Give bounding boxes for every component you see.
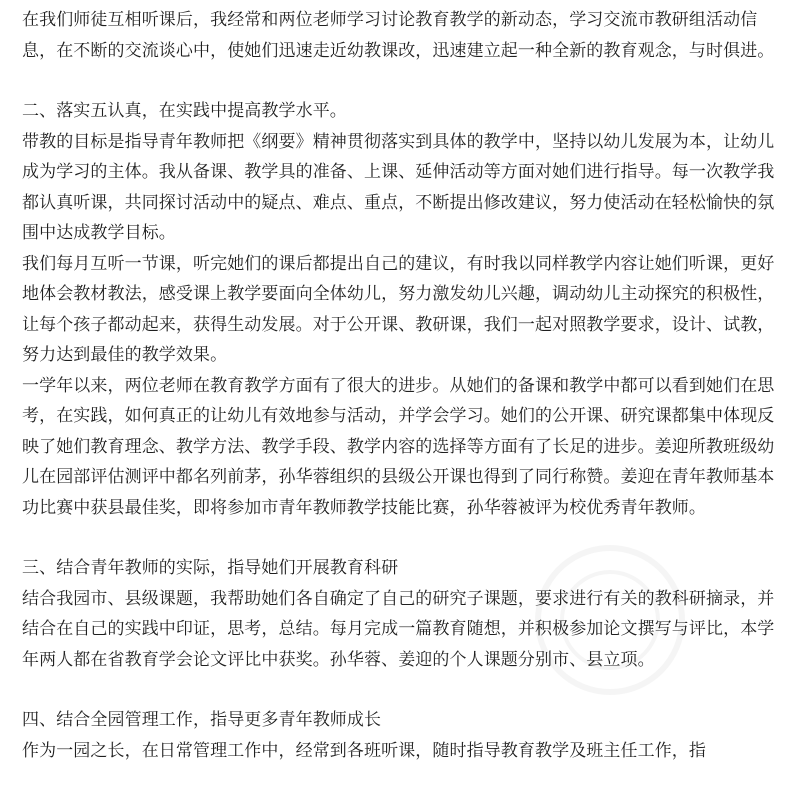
section-heading: 三、结合青年教师的实际，指导她们开展教育科研 <box>22 558 399 578</box>
paragraph-gap <box>22 523 782 553</box>
body-paragraph: 作为一园之长，在日常管理工作中，经常到各班听课，随时指导教育教学及班主任工作，指 <box>22 740 706 761</box>
document-body <box>22 5 782 766</box>
section-heading: 二、落实五认真，在实践中提高教学水平。 <box>22 101 347 121</box>
paragraph-gap <box>22 675 782 705</box>
body-paragraph: 带教的目标是指导青年教师把《纲要》精神贯彻落实到具体的教学中，坚持以幼儿发展为本，让幼儿成为学习的主体。我从备课、教学具的准备、上课、延伸活动等方面对她们进行指导。每一次教学我都认真听课，共同探讨活动中的疑点、难点、重点，不断提出修改建议，努力使活动在轻松愉快的氛围中达成教学目标。 <box>22 131 775 243</box>
body-paragraph: 我们每月互听一节课，听完她们的课后都提出自己的建议，有时我以同样教学内容让她们听课，更好地体会教材教法，感受课上教学要面向全体幼儿，努力激发幼儿兴趣，调动幼儿主动探究的积极性，让每个孩子都动起来，获得生动发展。对于公开课、教研课，我们一起对照教学要求，设计、试教，努力达到最佳的教学效果。 <box>22 253 775 365</box>
body-paragraph: 一学年以来，两位老师在教育教学方面有了很大的进步。从她们的备课和教学中都可以看到她们在思考，在实践，如何真正的让幼儿有效地参与活动，并学会学习。她们的公开课、研究课都集中体现反映了她们教育理念、教学方法、教学手段、教学内容的选择等方面有了长足的进步。姜迎所教班级幼儿在园部评估测评中都名列前茅，孙华蓉组织的县级公开课也得到了同行称赞。姜迎在青年教师基本功比赛中获县最佳奖，即将参加市青年教师教学技能比赛，孙华蓉被评为校优秀青年教师。 <box>22 375 775 518</box>
section-heading: 四、结合全园管理工作，指导更多青年教师成长 <box>22 710 382 730</box>
body-paragraph: 在我们师徒互相听课后，我经常和两位老师学习讨论教育教学的新动态，学习交流市教研组活动信息，在不断的交流谈心中，使她们迅速走近幼教课改，迅速建立起一种全新的教育观念，与时俱进。 <box>22 10 775 61</box>
paragraph-gap <box>22 66 782 96</box>
body-paragraph: 结合我园市、县级课题，我帮助她们各自确定了自己的研究子课题，要求进行有关的教科研摘录，并结合在自己的实践中印证，思考，总结。每月完成一篇教育随想，并积极参加论文撰写与评比，本学年两人都在省教育学会论文评比中获奖。孙华蓉、姜迎的个人课题分别市、县立项。 <box>22 588 775 670</box>
